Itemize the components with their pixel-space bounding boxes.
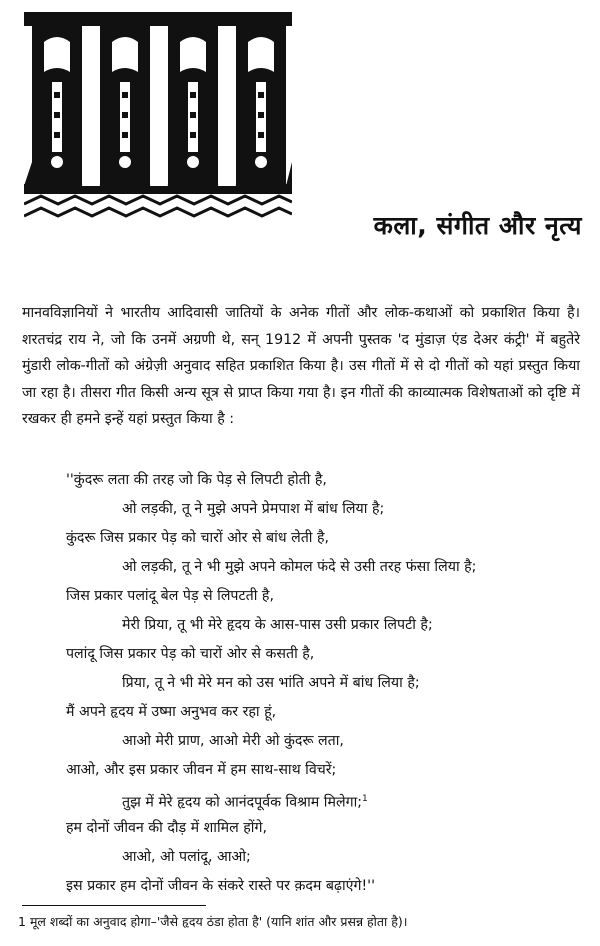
verse-line: मैं अपने हृदय में उष्मा अनुभव कर रहा हूं, (66, 704, 277, 720)
footnote-reference: 1 (362, 794, 368, 804)
verse-line: प्रिया, तू ने भी मेरे मन को उस भांति अपने में बांध लिया है; (122, 675, 420, 691)
intro-text: मानवविज्ञानियों ने भारतीय आदिवासी जातियों के अनेक गीतों और लोक-कथाओं को प्रकाशित किया है। शरतचंद्र राय ने, जो कि उनमें अग्रणी थे, सन् 1912 में अपनी पुस्तक 'द मुंडाज़ एंड देअर कंट्री' में बहुतेरे मुंडारी लोक-गीतों को अंग्रेज़ी अनुवाद सहित प्रकाशित किया है। उस गीतों में से दो गीतों को यहां प्रस्तुत किया जा रहा है। तीसरा गीत किसी अन्य सूत्र से प्राप्त किया गया है। इन गीतों की काव्यात्मक विशेषताओं को दृष्टि में रखकर ही हमने इन्हें यहां प्रस्तुत किया है : (22, 305, 580, 427)
footnote-number: 1 (18, 914, 26, 929)
verse-line: आओ, और इस प्रकार जीवन में हम साथ-साथ विचरें; (66, 762, 337, 778)
verse-line: आओ मेरी प्राण, आओ मेरी ओ कुंदरू लता, (122, 733, 344, 749)
footnote-divider (22, 905, 206, 906)
verse-line: ओ लड़की, तू ने मुझे अपने प्रेमपाश में बांध लिया है; (122, 501, 385, 517)
verse-line: तुझ में मेरे हृदय को आनंदपूर्वक विश्राम मिलेगा; (122, 794, 363, 811)
verse-line: ''कुंदरू लता की तरह जो कि पेड़ से लिपटी होती है, (66, 472, 327, 488)
verse-line-with-footnote (122, 789, 368, 813)
verse-line: इस प्रकार हम दोनों जीवन के संकरे रास्ते पर क़दम बढ़ाएंगे!'' (66, 878, 375, 894)
footnote-text: मूल शब्दों का अनुवाद होगा–'जैसे हृदय ठंडा होता है' (यानि शांत और प्रसन्न होता है)। (29, 914, 408, 929)
verse-line: आओ, ओ पलांदू, आओ; (122, 849, 251, 865)
verse-line: हम दोनों जीवन की दौड़ में शामिल होंगे, (66, 820, 267, 836)
footnote (18, 913, 408, 930)
tribal-art-illustration (24, 12, 292, 224)
intro-paragraph (22, 300, 580, 433)
verse-line: जिस प्रकार पलांदू बेल पेड़ से लिपटती है, (66, 588, 274, 604)
verse-line: ओ लड़की, तू ने भी मुझे अपने कोमल फंदे से उसी तरह फंसा लिया है; (122, 559, 477, 575)
verse-line: पलांदू जिस प्रकार पेड़ को चारों ओर से कसती है, (66, 646, 315, 662)
verse-line: कुंदरू जिस प्रकार पेड़ को चारों ओर से बांध लेती है, (66, 530, 330, 546)
verse-line: मेरी प्रिया, तू भी मेरे हृदय के आस-पास उसी प्रकार लिपटी है; (122, 617, 433, 633)
chapter-title: कला, संगीत और नृत्य (373, 211, 582, 240)
